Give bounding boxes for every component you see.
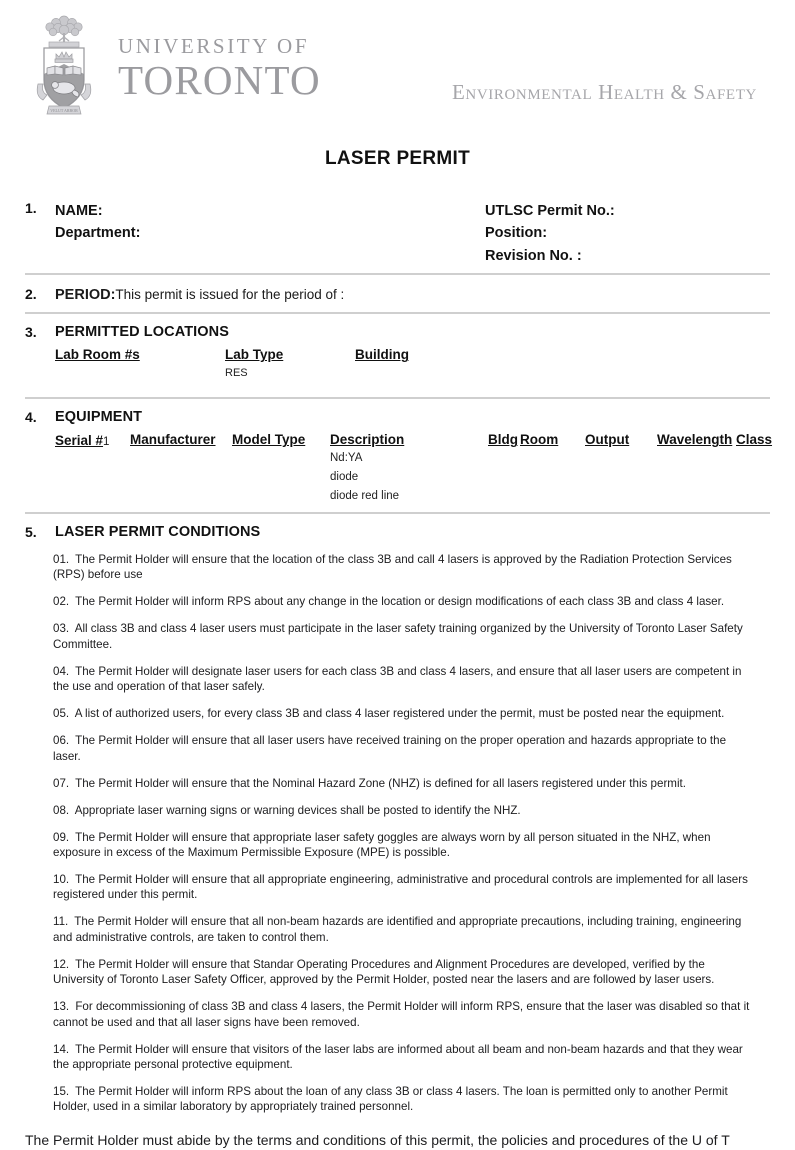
uoft-wordmark-line2: TORONTO xyxy=(118,57,321,103)
equipment-rows xyxy=(25,452,770,510)
section-1-number: 1. xyxy=(25,200,37,216)
cell-lab-type: RES xyxy=(225,367,248,380)
condition-item xyxy=(53,664,755,695)
condition-text: The Permit Holder will ensure that all non-beam hazards are identified and appropriate precautions, including training, engineering and administrative controls, are taken to control them. xyxy=(53,915,742,944)
condition-text: The Permit Holder will inform RPS about the loan of any class 3B or class 4 lasers. The loan is permitted only to another Permit Holder, used in a similar laboratory by appropriately trained personnel. xyxy=(53,1085,728,1114)
condition-text: The Permit Holder will ensure that visitors of the laser labs are informed about all beam and non-beam hazards and that they wear the appropriate personal protective equipment. xyxy=(53,1042,743,1072)
condition-number: 14. xyxy=(53,1042,70,1056)
condition-item xyxy=(53,872,755,903)
condition-number: 01. xyxy=(53,553,70,566)
section-4-number: 4. xyxy=(25,409,37,426)
uoft-coat-of-arms-icon xyxy=(33,12,95,118)
column-header-class: Class xyxy=(736,432,773,448)
section-5-number: 5. xyxy=(25,524,37,541)
column-header-output: Output xyxy=(585,432,630,448)
condition-number: 15. xyxy=(53,1085,70,1099)
ehs-department-wordmark: Environmental Health & Safety xyxy=(452,80,757,104)
section-2-number: 2. xyxy=(25,286,37,303)
section-period xyxy=(0,286,795,306)
condition-item xyxy=(53,1042,755,1073)
uoft-wordmark xyxy=(118,36,321,101)
equipment-header-row xyxy=(25,432,773,449)
condition-number: 10. xyxy=(53,873,70,887)
section-equipment xyxy=(0,409,795,510)
uoft-wordmark-line1: UNIVERSITY OF xyxy=(118,34,310,58)
condition-text: The Permit Holder will inform RPS about any change in the location or design modifications of each class 3B and class 4 laser. xyxy=(72,595,725,609)
condition-item xyxy=(53,1084,755,1115)
condition-text: The Permit Holder will designate laser users for each class 3B and class 4 lasers, and ensure that all laser users are competent in the use and operation of that laser safely. xyxy=(53,664,742,694)
condition-item xyxy=(53,803,755,818)
column-header-room: Room xyxy=(520,432,559,448)
column-header-model-type: Model Type xyxy=(232,432,306,448)
identification-right-column xyxy=(455,200,770,267)
revision-no-label: Revision No. : xyxy=(485,247,582,264)
name-label: NAME: xyxy=(55,203,103,219)
condition-number: 07. xyxy=(53,776,70,790)
section-permitted-locations xyxy=(0,324,795,383)
condition-text: All class 3B and class 4 laser users must participate in the laser safety training organized by the University of Toronto Laser Safety Committee. xyxy=(53,622,743,651)
column-header-lab-type: Lab Type xyxy=(225,347,284,363)
condition-number: 08. xyxy=(53,803,70,817)
divider-after-section-3 xyxy=(25,397,770,399)
section-identification xyxy=(0,200,795,267)
permitted-locations-header-row xyxy=(25,347,770,365)
condition-item xyxy=(53,621,755,652)
utlsc-permit-no-label: UTLSC Permit No.: xyxy=(485,203,615,219)
laser-permit-conditions-title: LASER PERMIT CONDITIONS xyxy=(55,524,261,541)
condition-text: The Permit Holder will ensure that all laser users have received training on the proper operation and hazards appropriate to the laser. xyxy=(53,734,727,763)
period-text: This permit is issued for the period of : xyxy=(115,287,345,303)
condition-number: 02. xyxy=(53,595,70,609)
condition-item xyxy=(53,830,755,861)
conditions-list xyxy=(25,552,770,1115)
condition-text: The Permit Holder will ensure that all appropriate engineering, administrative and procedural controls are implemented for all lasers registered under this permit. xyxy=(53,873,748,902)
condition-number: 11. xyxy=(53,915,69,929)
permitted-locations-title: PERMITTED LOCATIONS xyxy=(55,324,230,341)
closing-paragraph: The Permit Holder must abide by the terms and conditions of this permit, the policies and procedures of the U of T xyxy=(25,1131,730,1148)
condition-item xyxy=(53,552,755,583)
condition-number: 12. xyxy=(53,957,70,971)
condition-text: The Permit Holder will ensure that the Nominal Hazard Zone (NHZ) is defined for all lasers registered under this permit. xyxy=(72,776,686,790)
condition-text: The Permit Holder will ensure that Standar Operating Procedures and Alignment Procedures are developed, verified by the University of Toronto Laser Safety Officer, approved by the Permit Holder, posted near the lasers and are followed by laser users. xyxy=(53,957,715,987)
condition-item xyxy=(53,957,755,988)
section-laser-permit-conditions xyxy=(0,524,795,1114)
condition-item xyxy=(53,594,755,609)
condition-text: For decommissioning of class 3B and class 4 lasers, the Permit Holder will inform RPS, ensure that the laser was disabled so that it cannot be used and that all laser signs have been removed. xyxy=(53,1000,750,1029)
column-header-wavelength: Wavelength xyxy=(657,432,733,448)
condition-number: 13. xyxy=(53,1000,70,1014)
divider-after-section-4 xyxy=(25,512,770,514)
column-header-manufacturer: Manufacturer xyxy=(130,432,216,448)
condition-number: 09. xyxy=(53,830,70,844)
period-label: PERIOD: xyxy=(55,287,116,304)
equipment-description-3: diode red line xyxy=(330,490,400,503)
condition-text: The Permit Holder will ensure that the location of the class 3B and call 4 lasers is approved by the Radiation Protection Services (RPS) before use xyxy=(53,553,732,582)
equipment-description-1: Nd:YA xyxy=(330,452,363,465)
condition-number: 06. xyxy=(53,734,70,748)
document-header xyxy=(0,0,795,128)
section-3-number: 3. xyxy=(25,324,37,341)
condition-item xyxy=(53,776,755,791)
column-header-lab-room: Lab Room #s xyxy=(55,347,140,363)
condition-item xyxy=(53,914,755,945)
condition-item xyxy=(53,706,755,721)
column-header-serial xyxy=(55,432,109,450)
condition-item xyxy=(53,733,755,764)
department-label: Department: xyxy=(55,225,141,242)
permitted-locations-row xyxy=(25,367,770,383)
column-header-bldg: Bldg xyxy=(488,432,518,448)
condition-text: A list of authorized users, for every class 3B and class 4 laser registered under the permit, must be posted near the equipment. xyxy=(72,707,725,721)
column-header-building: Building xyxy=(355,347,409,363)
divider-after-section-2 xyxy=(25,312,770,314)
condition-number: 04. xyxy=(53,664,70,678)
column-header-serial-label: Serial # xyxy=(55,433,104,449)
condition-number: 05. xyxy=(53,707,70,721)
condition-number: 03. xyxy=(53,622,70,636)
position-label: Position: xyxy=(485,225,548,242)
svg-text:VELUT ARBOR: VELUT ARBOR xyxy=(50,108,78,113)
equipment-description-2: diode xyxy=(330,471,359,484)
condition-item xyxy=(53,999,755,1030)
condition-text: Appropriate laser warning signs or warning devices shall be posted to identify the NHZ. xyxy=(72,803,521,817)
equipment-title: EQUIPMENT xyxy=(55,409,143,426)
page-title: LASER PERMIT xyxy=(324,148,471,169)
condition-text: The Permit Holder will ensure that appropriate laser safety goggles are always worn by all person situated in the NHZ, when exposure in excess of the Maximum Permissible Exposure (MPE) is possible. xyxy=(53,830,711,860)
identification-left-column xyxy=(25,200,455,267)
divider-after-section-1 xyxy=(25,273,770,275)
column-header-description: Description xyxy=(330,432,405,448)
column-header-serial-value: 1 xyxy=(103,436,110,449)
